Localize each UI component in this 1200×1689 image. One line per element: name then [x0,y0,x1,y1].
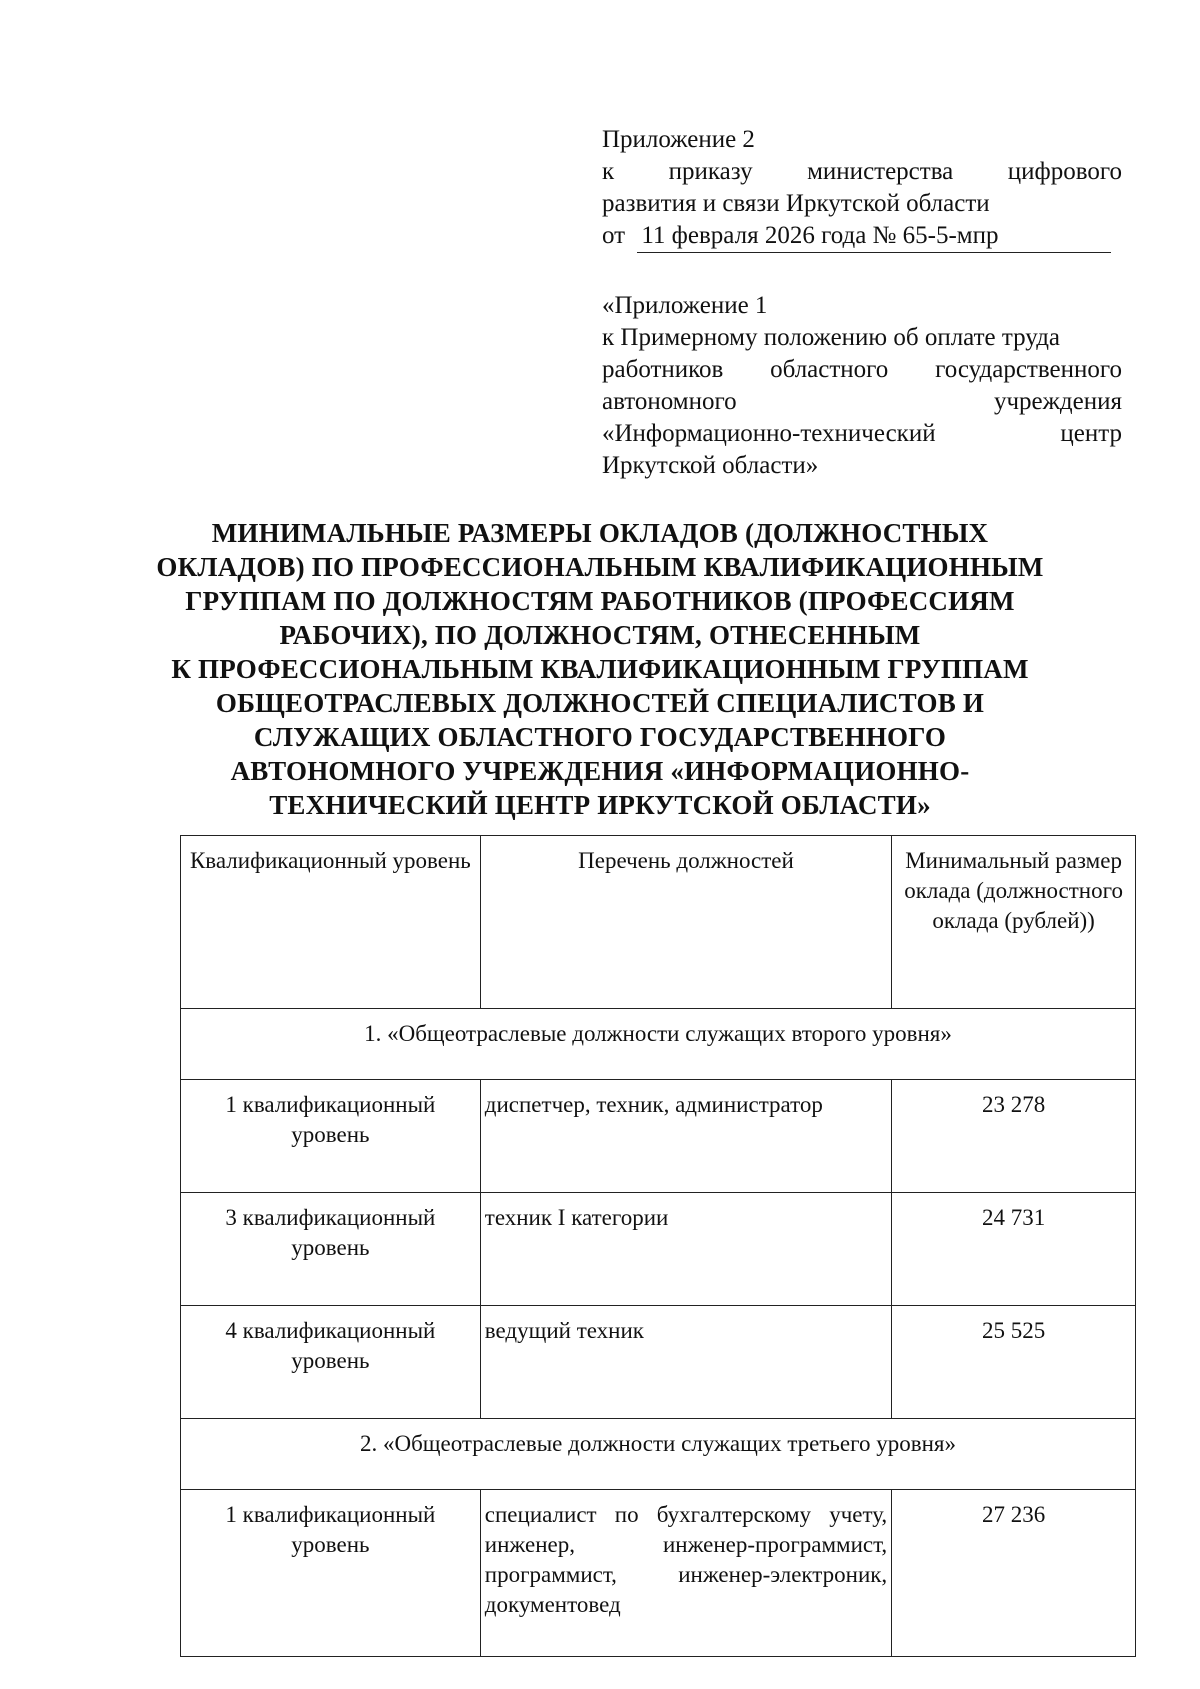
title-line: МИНИМАЛЬНЫЕ РАЗМЕРЫ ОКЛАДОВ (ДОЛЖНОСТНЫХ [211,518,989,548]
cell-positions: ведущий техник [480,1306,891,1419]
title-line: К ПРОФЕССИОНАЛЬНЫМ КВАЛИФИКАЦИОННЫМ ГРУППАМ [171,654,1029,684]
group-title: 2. «Общеотраслевые должности служащих третьего уровня» [181,1419,1136,1490]
document-title [120,516,1080,822]
cell-salary: 23 278 [892,1080,1136,1193]
table-row [181,1080,1136,1193]
table-row [181,1306,1136,1419]
title-line: ГРУППАМ ПО ДОЛЖНОСТЯМ РАБОТНИКОВ (ПРОФЕССИЯМ [185,586,1015,616]
cell-salary: 25 525 [892,1306,1136,1419]
appendix-1-line-5: Иркутской области» [602,452,819,479]
header-level: Квалификационный уровень [181,836,481,1009]
cell-level: 1 квалификационный уровень [181,1490,481,1657]
cell-positions: диспетчер, техник, администратор [480,1080,891,1193]
cell-level: 1 квалификационный уровень [181,1080,481,1193]
table-row [181,1490,1136,1657]
group-row [181,1419,1136,1490]
appendix-1-line-4: «Информационно-технический центр [602,420,1122,447]
appendix-1-line-3: автономного учреждения [602,388,1122,415]
group-title: 1. «Общеотраслевые должности служащих второго уровня» [181,1009,1136,1080]
order-prefix: от [602,222,626,249]
group-row [181,1009,1136,1080]
cell-level: 3 квалификационный уровень [181,1193,481,1306]
appendix-2-order-line [602,220,1122,253]
title-line: РАБОЧИХ), ПО ДОЛЖНОСТЯМ, ОТНЕСЕННЫМ [279,620,921,650]
title-line: СЛУЖАЩИХ ОБЛАСТНОГО ГОСУДАРСТВЕННОГО [253,722,947,752]
title-line: ОБЩЕОТРАСЛЕВЫХ ДОЛЖНОСТЕЙ СПЕЦИАЛИСТОВ И [215,688,985,718]
cell-salary: 24 731 [892,1193,1136,1306]
cell-salary: 27 236 [892,1490,1136,1657]
appendix-1-heading: «Приложение 1 [602,292,768,319]
appendix-1-header [602,290,1122,482]
title-line: АВТОНОМНОГО УЧРЕЖДЕНИЯ «ИНФОРМАЦИОННО- [230,756,970,786]
order-date-number: 11 февраля 2026 года № 65-5-мпр [637,220,1111,253]
cell-level: 4 квалификационный уровень [181,1306,481,1419]
table-row [181,1193,1136,1306]
appendix-1-line-1: к Примерному положению об оплате труда [602,324,1061,351]
appendix-2-line-2: развития и связи Иркутской области [602,190,990,217]
appendix-1-line-2: работников областного государственного [602,356,1122,383]
appendix-2-heading: Приложение 2 [602,126,755,153]
title-line: ТЕХНИЧЕСКИЙ ЦЕНТР ИРКУТСКОЙ ОБЛАСТИ» [269,790,931,820]
appendix-2-header [602,124,1122,253]
appendix-2-line-1: к приказу министерства цифрового [602,158,1122,185]
title-line: ОКЛАДОВ) ПО ПРОФЕССИОНАЛЬНЫМ КВАЛИФИКАЦИОННЫМ [156,552,1044,582]
cell-positions: техник I категории [480,1193,891,1306]
header-positions: Перечень должностей [480,836,891,1009]
table-header-row [181,836,1136,1009]
header-salary: Минимальный размер оклада (должностного оклада (рублей)) [892,836,1136,1009]
salary-table [180,835,1136,1657]
cell-positions: специалист по бухгалтерскому учету, инженер, инженер-программист, программист, инженер-электроник, документовед [480,1490,891,1657]
